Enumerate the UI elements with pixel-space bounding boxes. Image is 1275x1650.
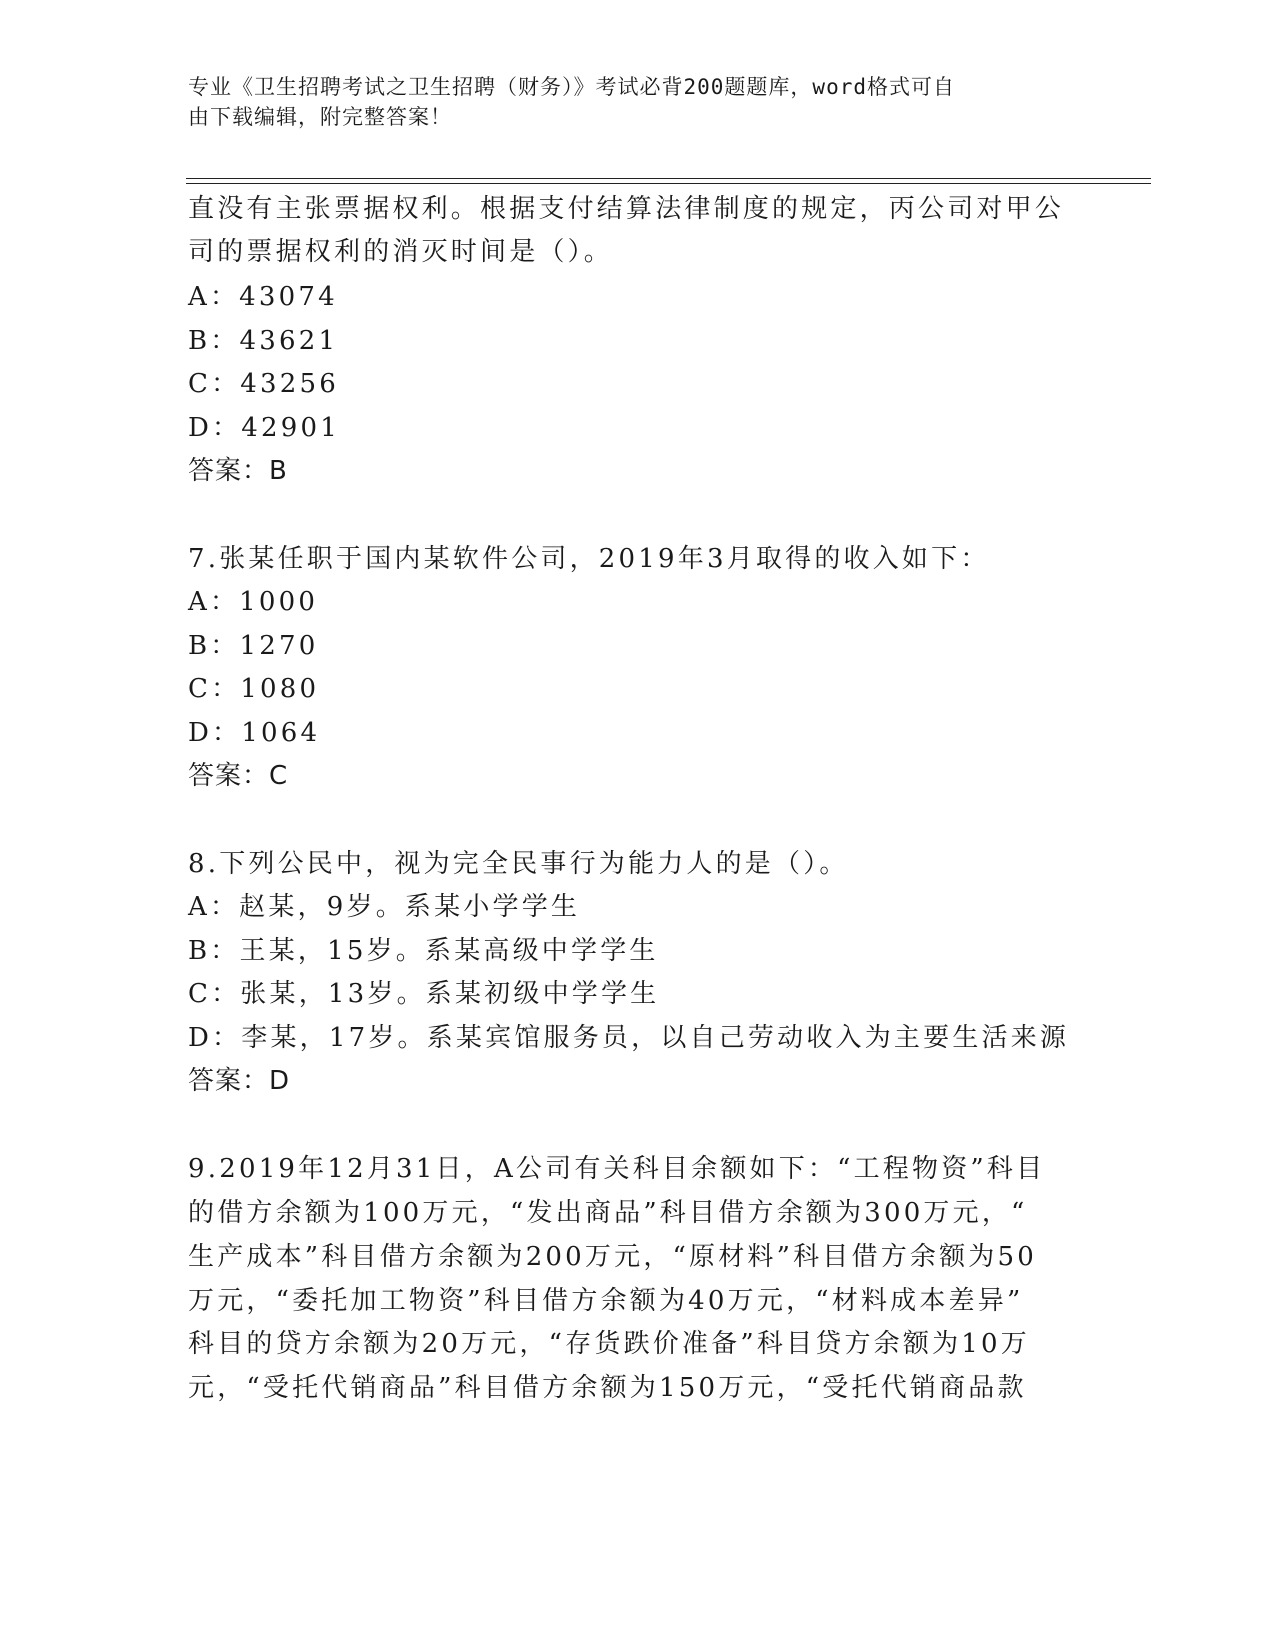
question-7-option-a: A：1000 xyxy=(188,587,319,617)
question-9-text-line-2: 的借方余额为100万元，“发出商品”科目借方余额为300万元，“ xyxy=(188,1198,1028,1228)
header-title-line-2: 由下载编辑，附完整答案！ xyxy=(188,105,452,129)
question-6-option-d: D：42901 xyxy=(188,413,340,443)
question-6-text-line-1: 直没有主张票据权利。根据支付结算法律制度的规定，丙公司对甲公 xyxy=(188,194,1065,224)
question-6-option-a: A：43074 xyxy=(188,282,338,312)
question-9-text-line-4: 万元，“委托加工物资”科目借方余额为40万元，“材料成本差异” xyxy=(188,1286,1024,1316)
question-9-text-line-1: 9.2019年12月31日，A公司有关科目余额如下：“工程物资”科目 xyxy=(188,1154,1046,1184)
question-8-answer: 答案：D xyxy=(188,1066,291,1096)
question-8-option-a: A：赵某，9岁。系某小学学生 xyxy=(188,892,581,922)
question-7-text-line-1: 7.张某任职于国内某软件公司，2019年3月取得的收入如下： xyxy=(188,544,990,574)
document-header xyxy=(188,72,1058,132)
question-7-option-b: B：1270 xyxy=(188,631,319,661)
question-9-text-line-6: 元，“受托代销商品”科目借方余额为150万元，“受托代销商品款 xyxy=(188,1373,1027,1403)
question-8-text-line-1: 8.下列公民中，视为完全民事行为能力人的是（）。 xyxy=(188,849,849,879)
header-divider-bottom xyxy=(186,183,1151,184)
question-7-answer: 答案：C xyxy=(188,761,289,791)
question-7-option-c: C：1080 xyxy=(188,674,320,704)
header-title-line-1: 专业《卫生招聘考试之卫生招聘（财务）》考试必背200题题库，word格式可自 xyxy=(188,75,955,99)
question-8-option-b: B：王某，15岁。系某高级中学学生 xyxy=(188,936,659,966)
question-6-option-c: C：43256 xyxy=(188,369,340,399)
question-6-text-line-2: 司的票据权利的消灭时间是（）。 xyxy=(188,237,614,267)
question-8-option-d: D：李某，17岁。系某宾馆服务员，以自己劳动收入为主要生活来源 xyxy=(188,1023,1070,1053)
question-6-answer: 答案：B xyxy=(188,456,288,486)
question-6-option-b: B：43621 xyxy=(188,326,339,356)
question-8-option-c: C：张某，13岁。系某初级中学学生 xyxy=(188,979,660,1009)
header-divider-top xyxy=(186,178,1151,179)
question-9-text-line-3: 生产成本”科目借方余额为200万元，“原材料”科目借方余额为50 xyxy=(188,1242,1037,1272)
question-7-option-d: D：1064 xyxy=(188,718,321,748)
question-9-text-line-5: 科目的贷方余额为20万元，“存货跌价准备”科目贷方余额为10万 xyxy=(188,1329,1030,1359)
